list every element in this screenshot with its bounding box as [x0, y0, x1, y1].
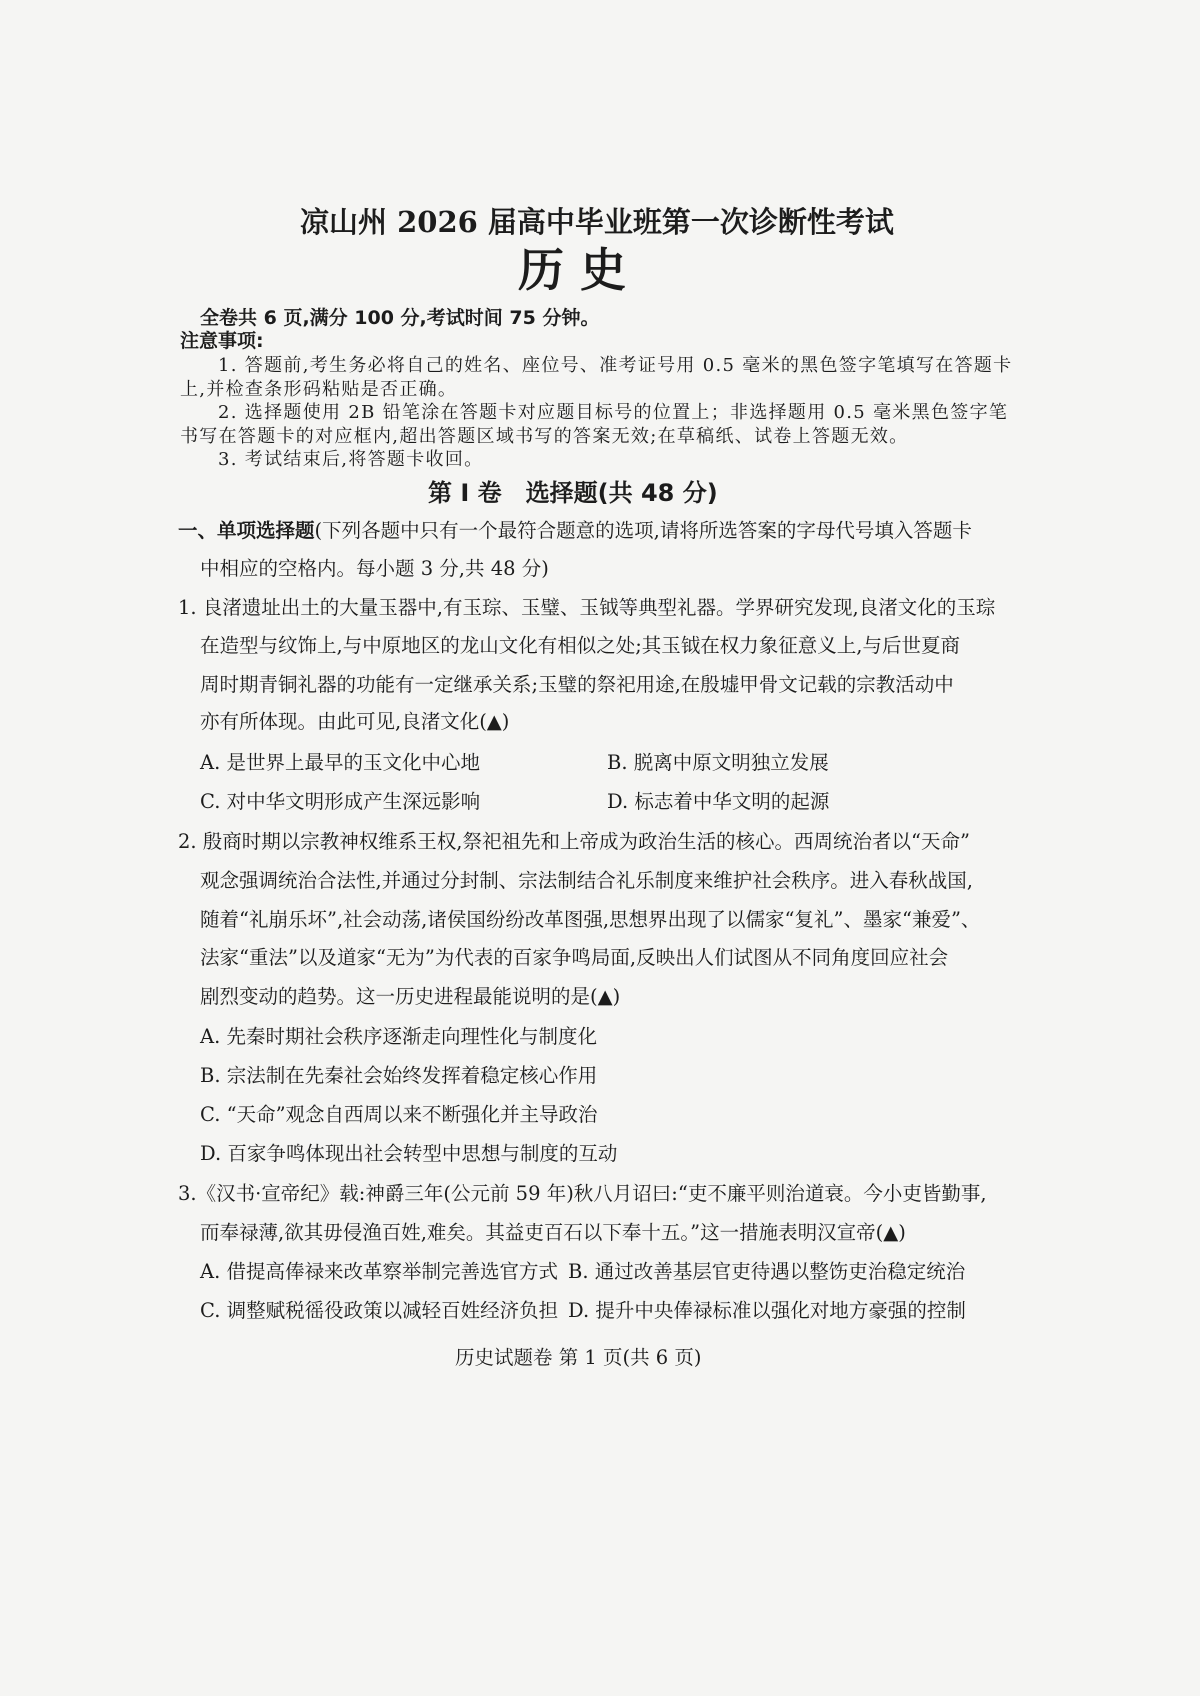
part-heading: 第 I 卷 选择题(共 48 分): [428, 479, 718, 507]
notice-line: 2. 选择题使用 2B 铅笔涂在答题卡对应题目标号的位置上；非选择题用 0.5 毫米黑色签字笔: [218, 402, 1009, 423]
question-stem-line: 法家“重法”以及道家“无为”为代表的百家争鸣局面,反映出人们试图从不同角度回应社会: [200, 946, 949, 969]
question-stem-line: 剧烈变动的趋势。这一历史进程最能说明的是(▲): [200, 985, 621, 1008]
exam-info: 全卷共 6 页,满分 100 分,考试时间 75 分钟。: [200, 307, 600, 329]
answer-option: B. 脱离中原文明独立发展: [607, 751, 829, 774]
answer-option: B. 通过改善基层官吏待遇以整饬吏治稳定统治: [568, 1260, 966, 1283]
question-stem-line: 亦有所体现。由此可见,良渚文化(▲): [200, 710, 510, 733]
question-stem-line: 1. 良渚遗址出土的大量玉器中,有玉琮、玉璧、玉钺等典型礼器。学界研究发现,良渚文化的玉琮: [178, 596, 996, 619]
answer-option: C. 调整赋税徭役政策以减轻百姓经济负担: [200, 1299, 559, 1322]
answer-option: D. 标志着中华文明的起源: [607, 790, 830, 813]
section-instruction-text: 中相应的空格内。每小题 3 分,共 48 分): [200, 557, 549, 580]
notice-line: 3. 考试结束后,将答题卡收回。: [218, 449, 484, 470]
answer-option: A. 借提高俸禄来改革察举制完善选官方式: [200, 1260, 558, 1283]
question-stem-line: 而奉禄薄,欲其毋侵渔百姓,难矣。其益吏百石以下奉十五。”这一措施表明汉宣帝(▲): [200, 1221, 906, 1244]
notice-line: 上,并检查条形码粘贴是否正确。: [180, 379, 458, 400]
answer-option: C. 对中华文明形成产生深远影响: [200, 790, 481, 813]
answer-option: A. 是世界上最早的玉文化中心地: [200, 751, 480, 774]
answer-option: D. 百家争鸣体现出社会转型中思想与制度的互动: [200, 1142, 618, 1165]
section-instruction: [178, 519, 972, 543]
page-footer: 历史试题卷 第 1 页(共 6 页): [455, 1346, 702, 1369]
notice-heading: 注意事项:: [180, 330, 264, 352]
section-instruction-text: (下列各题中只有一个最符合题意的选项,请将所选答案的字母代号填入答题卡: [314, 519, 972, 542]
subject-title: 历 史: [518, 243, 627, 297]
question-stem-line: 周时期青铜礼器的功能有一定继承关系;玉璧的祭祀用途,在殷墟甲骨文记载的宗教活动中: [200, 673, 954, 696]
question-stem-line: 在造型与纹饰上,与中原地区的龙山文化有相似之处;其玉钺在权力象征意义上,与后世夏商: [200, 634, 960, 657]
exam-title: 凉山州 2026 届高中毕业班第一次诊断性考试: [300, 205, 894, 239]
question-stem-line: 观念强调统治合法性,并通过分封制、宗法制结合礼乐制度来维护社会秩序。进入春秋战国,: [200, 869, 973, 892]
answer-option: A. 先秦时期社会秩序逐渐走向理性化与制度化: [200, 1025, 597, 1048]
answer-option: B. 宗法制在先秦社会始终发挥着稳定核心作用: [200, 1064, 598, 1087]
notice-line: 1. 答题前,考生务必将自己的姓名、座位号、准考证号用 0.5 毫米的黑色签字笔填写在答题卡: [218, 355, 1013, 376]
notice-line: 书写在答题卡的对应框内,超出答题区域书写的答案无效;在草稿纸、试卷上答题无效。: [180, 426, 909, 447]
section-label: 一、单项选择题: [178, 519, 315, 542]
question-stem-line: 3.《汉书·宣帝纪》载:神爵三年(公元前 59 年)秋八月诏曰:“吏不廉平则治道衰。今小吏皆勤事,: [178, 1182, 987, 1205]
question-stem-line: 随着“礼崩乐坏”,社会动荡,诸侯国纷纷改革图强,思想界出现了以儒家“复礼”、墨家“兼爱”、: [200, 908, 981, 931]
question-stem-line: 2. 殷商时期以宗教神权维系王权,祭祀祖先和上帝成为政治生活的核心。西周统治者以“天命”: [178, 830, 970, 853]
answer-option: D. 提升中央俸禄标准以强化对地方豪强的控制: [568, 1299, 966, 1322]
answer-option: C. “天命”观念自西周以来不断强化并主导政治: [200, 1103, 598, 1126]
